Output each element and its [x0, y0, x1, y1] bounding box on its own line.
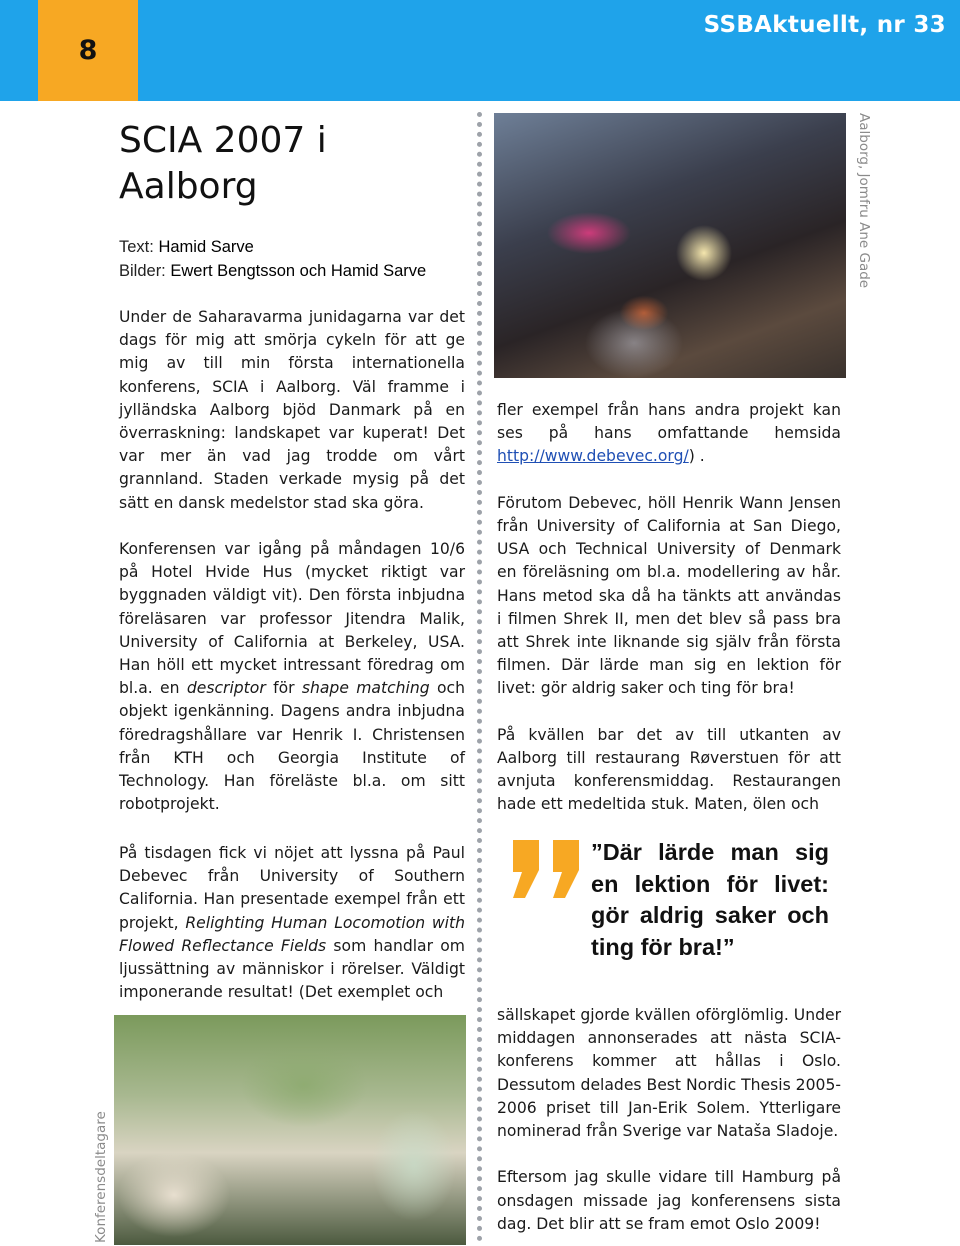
- page-number: 8: [38, 0, 138, 101]
- right-column-bottom: [497, 1004, 841, 1236]
- left-column-bottom: [119, 842, 465, 1004]
- left-column-top: [119, 306, 465, 816]
- credit-text-label: Text:: [119, 238, 159, 256]
- p3-part-a: På tisdagen fick vi nöjet att lyssna på Paul Debevec från University of Southern California. Han presentade exempel från ett projekt,: [119, 844, 465, 932]
- paragraph-dinner: sällskapet gjorde kvällen oförglömlig. Under middagen annonserades att nästa SCIA-konferens kommer att hållas i Oslo. Dessutom delades Best Nordic Thesis 2005-2006 priset till Jan-Erik Solem. Ytterligare nominerad från Sverige var Nataša Sladoje.: [497, 1006, 841, 1141]
- p2-part-b: för: [265, 679, 302, 698]
- paragraph-debevec-link: [497, 399, 841, 469]
- debevec-website-link[interactable]: http://www.debevec.org/: [497, 447, 689, 466]
- p4-part-a: fler exempel från hans andra projekt kan ses på hans omfattande hemsida: [497, 401, 841, 443]
- paragraph-monday: [119, 538, 465, 816]
- quote-mark-icon: [505, 818, 590, 918]
- issue-title: SSBAktuellt, nr 33: [703, 12, 946, 38]
- credit-text: [119, 236, 469, 260]
- paragraph-evening: På kvällen bar det av till utkanten av Aalborg till restaurang Røverstuen för att avnjuta konferensmiddag. Restaurangen hade ett medeltida stuk. Maten, ölen och: [497, 725, 841, 814]
- article-title: SCIA 2007 i Aalborg: [119, 120, 327, 207]
- credit-photo-name: Ewert Bengtsson och Hamid Sarve: [170, 261, 427, 280]
- p2-part-c: och objekt igenkänning. Dagens andra inbjudna föredragshållare var Henrik I. Christensen från KTH och Georgia Institute of Technology. Han föreläste bl.a. om sitt robotprojekt.: [119, 679, 466, 814]
- credits: [119, 236, 469, 283]
- photo-conference-participants: [114, 1015, 466, 1245]
- paragraph-intro: Under de Saharavarma junidagarna var det dags för mig att smörja cykeln för att ge mig av till min första internationella konferens, SCIA i Aalborg. Väl framme i jylländska Aalborg bjöd Danmark på en överraskning: landskapet var kuperat! Det var mer än vad jag trodde om vårt grannland. Staden verkade mysig på det sätt en dansk medelstor stad ska göra.: [119, 308, 465, 512]
- credit-photo-label: Bilder:: [119, 261, 171, 280]
- p3-part-b: som handlar om ljussättning av människor i rörelser. Väldigt imponerande resultat! (Det exemplet och: [119, 936, 465, 1002]
- photo-top-caption: Aalborg, Jomfru Ane Gade: [856, 113, 872, 289]
- paragraph-jensen: Förutom Debevec, höll Henrik Wann Jensen från University of California at San Diego, USA och Technical University of Denmark en föreläsning om bl.a. modellering av hår. Hans metod ska då ha tänkts att användas i filmen Shrek II, men det blev så pass bra att Shrek inte liknande sig själv från första filmen. Där lärde man sig en lektion för livet: gör aldrig saker och ting för bra!: [497, 493, 841, 698]
- p2-emphasis-1: descriptor: [186, 679, 266, 698]
- credit-text-name: Hamid Sarve: [158, 238, 254, 256]
- photo-aalborg-street: [494, 113, 846, 378]
- p3-emphasis: Relighting Human Locomotion with Flowed Reflectance Fields: [119, 913, 465, 955]
- paragraph-closing: Eftersom jag skulle vidare till Hamburg på onsdagen missade jag konferensens sista dag. Det blir att se fram emot Oslo 2009!: [497, 1168, 841, 1233]
- credit-photo: [119, 260, 469, 284]
- column-divider: [477, 112, 482, 1242]
- p2-part-a: Konferensen var igång på måndagen 10/6 på Hotel Hvide Hus (mycket riktigt var byggnaden väldigt vit). Den första inbjudna föreläsaren var professor Jitendra Malik, University of California at Berkeley, USA. Han höll ett mycket intressant föredrag om bl.a. en: [119, 540, 465, 698]
- p2-emphasis-2: shape matching: [301, 679, 430, 698]
- p4-part-b: ) .: [688, 447, 705, 466]
- pull-quote: ”Där lärde man sig en lektion för livet: gör aldrig saker och ting för bra!”: [591, 839, 829, 960]
- photo-bottom-caption: Konferensdeltagare: [93, 1111, 109, 1243]
- right-column-top: [497, 399, 841, 817]
- paragraph-tuesday: [119, 842, 465, 1004]
